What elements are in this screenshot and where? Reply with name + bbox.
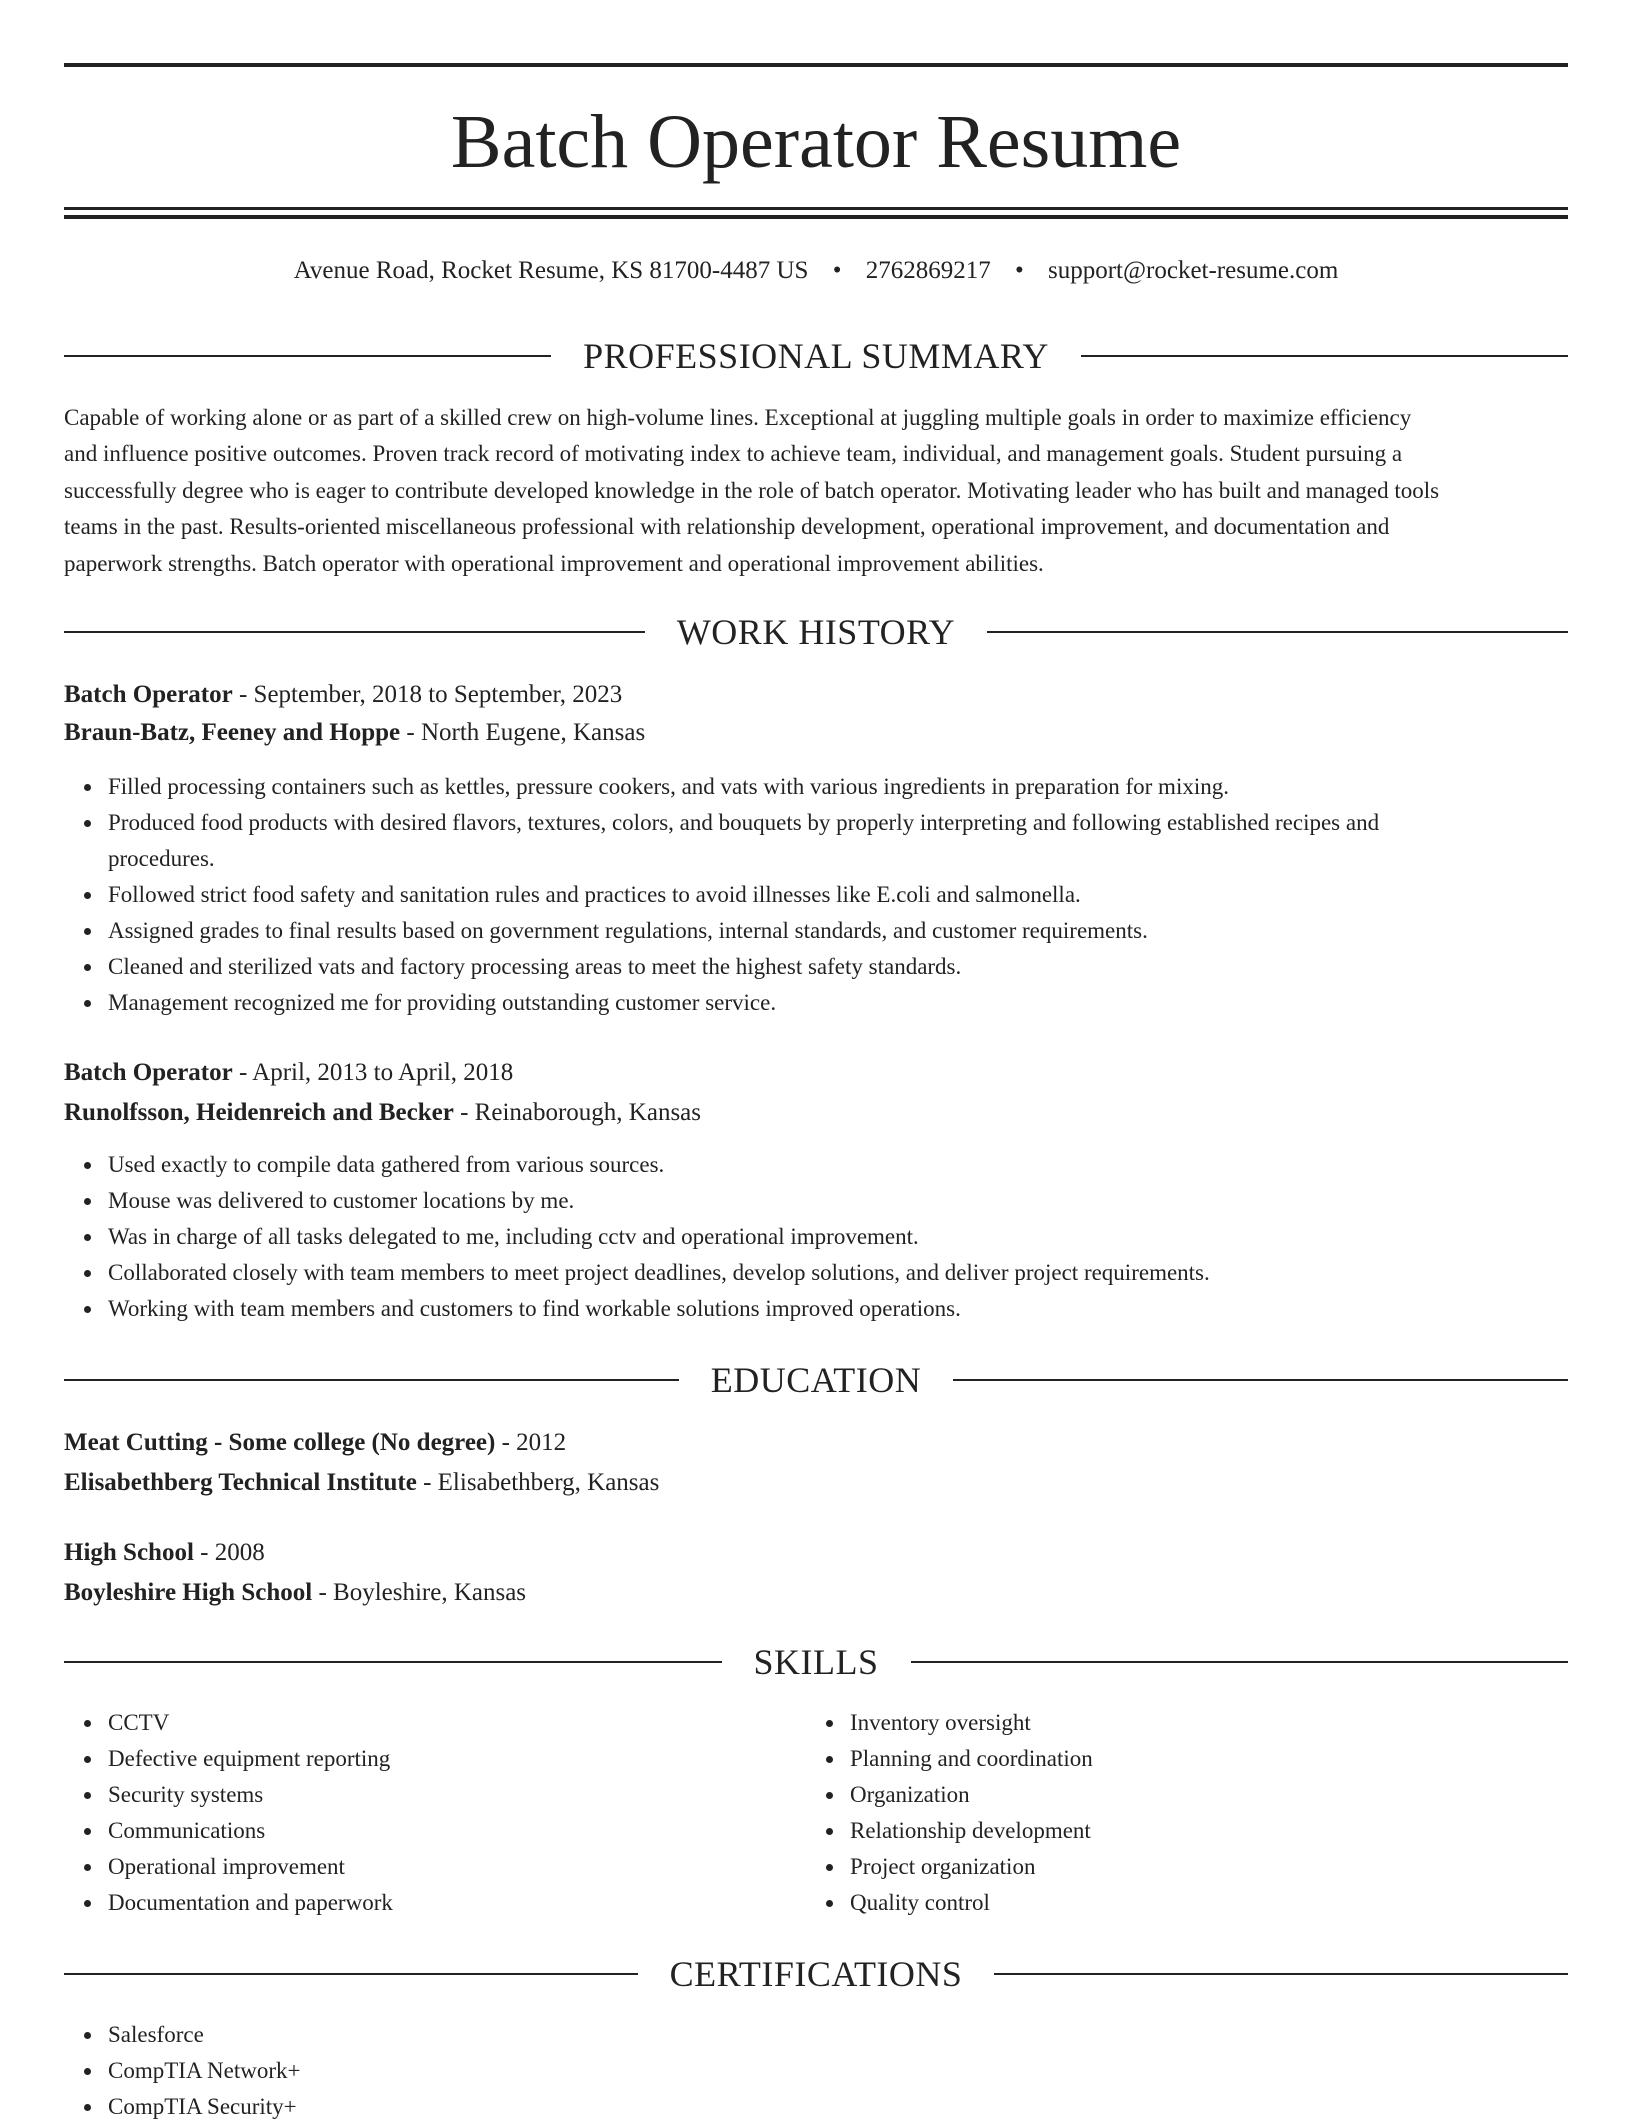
summary-line: teams in the past. Results-oriented miscellaneous professional with relationship development, operational improvement, and documentation and xyxy=(64,514,1390,540)
heading-rule xyxy=(911,1661,1569,1663)
list-item: Collaborated closely with team members to meet project deadlines, develop solutions, and deliver project requirements. xyxy=(108,1255,1568,1291)
job-dates: - April, 2013 to April, 2018 xyxy=(232,1059,514,1086)
skill-item: Defective equipment reporting xyxy=(108,1741,1568,1777)
summary-paragraph xyxy=(64,400,1568,582)
job-bullets xyxy=(64,769,1568,1021)
list-item-continuation: procedures. xyxy=(108,846,215,871)
heading-rule xyxy=(953,1379,1568,1381)
skill-item: Relationship development xyxy=(850,1813,1632,1849)
certification-item: Salesforce xyxy=(108,2017,1568,2053)
job-bullets xyxy=(64,1147,1568,1327)
section-heading-certifications xyxy=(64,1952,1568,1996)
education-degree: High School xyxy=(64,1539,194,1566)
skills-list-right xyxy=(806,1705,1632,1921)
skill-item: Planning and coordination xyxy=(850,1741,1632,1777)
education-school-line xyxy=(64,1464,1568,1502)
section-title: WORK HISTORY xyxy=(676,612,956,652)
list-item: Mouse was delivered to customer locations by me. xyxy=(108,1183,1568,1219)
education-degree-line xyxy=(64,1534,1568,1572)
heading-rule xyxy=(64,631,645,633)
heading-rule xyxy=(987,631,1568,633)
list-item: Cleaned and sterilized vats and factory processing areas to meet the highest safety standards. xyxy=(108,949,1568,985)
heading-rule xyxy=(994,1973,1568,1975)
job-title-line xyxy=(64,1054,1568,1092)
contact-line xyxy=(64,253,1568,289)
job-company: Braun-Batz, Feeney and Hoppe xyxy=(64,719,401,746)
list-item: Followed strict food safety and sanitation rules and practices to avoid illnesses like E.coli and salmonella. xyxy=(108,877,1568,913)
summary-line: and influence positive outcomes. Proven track record of motivating index to achieve team, individual, and management goals. Student pursuing a xyxy=(64,441,1403,467)
contact-address: Avenue Road, Rocket Resume, KS 81700-4487 US xyxy=(293,257,809,284)
summary-line: successfully degree who is eager to contribute developed knowledge in the role of batch operator. Motivating leader who has built and managed tools xyxy=(64,477,1440,503)
list-item: Used exactly to compile data gathered from various sources. xyxy=(108,1147,1568,1183)
contact-email: support@rocket-resume.com xyxy=(1048,257,1339,284)
skill-item: Communications xyxy=(108,1813,1568,1849)
section-title: SKILLS xyxy=(753,1642,879,1682)
skill-item: CCTV xyxy=(108,1705,1568,1741)
heading-rule xyxy=(64,1973,638,1975)
job-company: Runolfsson, Heidenreich and Becker xyxy=(64,1099,454,1126)
education-location: - Boyleshire, Kansas xyxy=(312,1579,527,1606)
education-year: - 2008 xyxy=(193,1539,265,1566)
skill-item: Quality control xyxy=(850,1885,1632,1921)
title-rule-upper xyxy=(64,207,1568,210)
job-title: Batch Operator xyxy=(64,681,233,708)
contact-separator: • xyxy=(1014,257,1024,284)
heading-rule xyxy=(64,1379,679,1381)
list-item: Was in charge of all tasks delegated to me, including cctv and operational improvement. xyxy=(108,1219,1568,1255)
heading-rule xyxy=(64,355,551,357)
certifications-list xyxy=(64,2017,1568,2125)
heading-rule xyxy=(64,1661,722,1663)
summary-line: Capable of working alone or as part of a skilled crew on high-volume lines. Exceptional at juggling multiple goals in order to maximize efficiency xyxy=(64,405,1412,430)
job-title-line xyxy=(64,676,1568,714)
section-heading-work xyxy=(64,610,1568,654)
job-title: Batch Operator xyxy=(64,1059,233,1086)
section-heading-education xyxy=(64,1358,1568,1402)
list-item: Assigned grades to final results based on government regulations, internal standards, and customer requirements. xyxy=(108,913,1568,949)
skill-item: Documentation and paperwork xyxy=(108,1885,1568,1921)
skill-item: Security systems xyxy=(108,1777,1568,1813)
job-location: - North Eugene, Kansas xyxy=(400,719,646,746)
summary-line: paperwork strengths. Batch operator with operational improvement and operational improvement abilities. xyxy=(64,550,1044,576)
job-location: - Reinaborough, Kansas xyxy=(453,1099,702,1126)
section-heading-summary xyxy=(64,334,1568,378)
skill-item: Operational improvement xyxy=(108,1849,1568,1885)
job-dates: - September, 2018 to September, 2023 xyxy=(232,681,623,708)
education-location: - Elisabethberg, Kansas xyxy=(416,1469,660,1496)
education-school: Elisabethberg Technical Institute xyxy=(64,1469,417,1496)
education-school: Boyleshire High School xyxy=(64,1579,313,1606)
list-item: Produced food products with desired flavors, textures, colors, and bouquets by properly interpreting and following established recipes and xyxy=(108,805,1568,841)
list-item: Working with team members and customers to find workable solutions improved operations. xyxy=(108,1291,1568,1327)
education-school-line xyxy=(64,1574,1568,1612)
page-title: Batch Operator Resume xyxy=(450,100,1182,184)
education-degree-line xyxy=(64,1424,1568,1462)
job-company-line xyxy=(64,1094,1568,1132)
section-heading-skills xyxy=(64,1640,1568,1684)
section-title: CERTIFICATIONS xyxy=(669,1954,963,1994)
job-company-line xyxy=(64,714,1568,752)
top-rule xyxy=(64,63,1568,67)
skill-item: Inventory oversight xyxy=(850,1705,1632,1741)
heading-rule xyxy=(1081,355,1568,357)
section-title: EDUCATION xyxy=(710,1360,922,1400)
contact-phone: 2762869217 xyxy=(865,257,991,284)
certification-item: CompTIA Network+ xyxy=(108,2053,1568,2089)
education-degree: Meat Cutting - Some college (No degree) xyxy=(64,1429,496,1456)
certification-item: CompTIA Security+ xyxy=(108,2089,1568,2125)
skill-item: Project organization xyxy=(850,1849,1632,1885)
list-item: Filled processing containers such as kettles, pressure cookers, and vats with various ingredients in preparation for mixing. xyxy=(108,769,1568,805)
section-title: PROFESSIONAL SUMMARY xyxy=(583,336,1049,376)
skill-item: Organization xyxy=(850,1777,1632,1813)
list-item: Management recognized me for providing outstanding customer service. xyxy=(108,985,1568,1021)
education-year: - 2012 xyxy=(495,1429,567,1456)
title-rule-lower xyxy=(64,215,1568,219)
contact-separator: • xyxy=(832,257,842,284)
